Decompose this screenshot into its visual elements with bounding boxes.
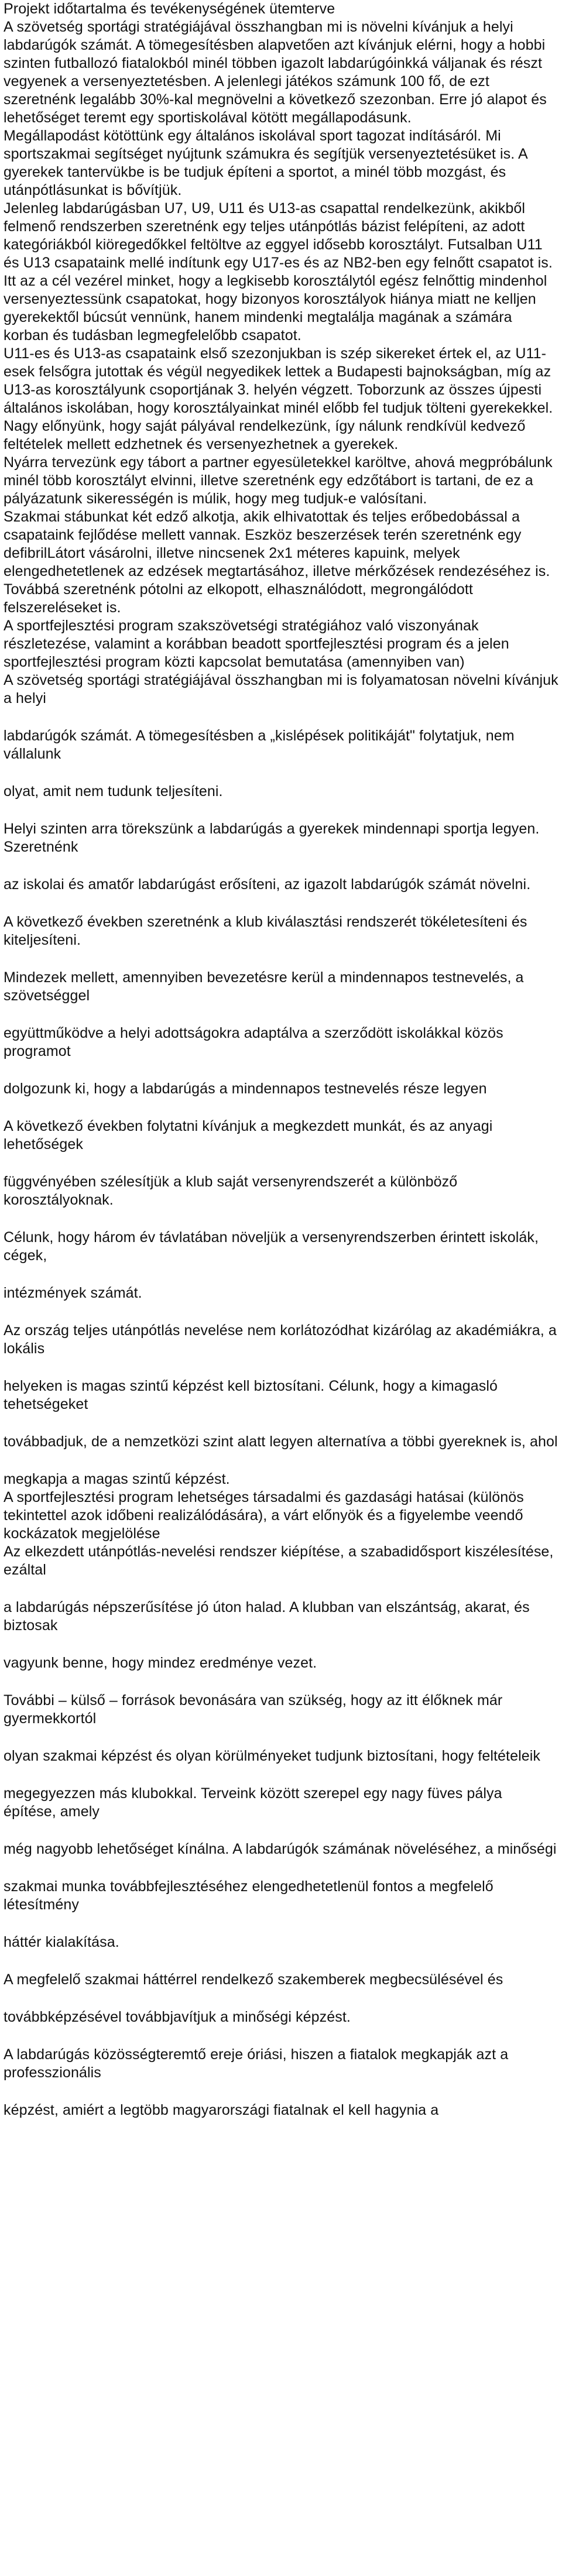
- text-line: olyat, amit nem tudunk teljesíteni.: [4, 783, 223, 800]
- text-line: szakmai munka továbbfejlesztéséhez elengedhetetlenül fontos a megfelelő létesítmény: [4, 1878, 494, 1913]
- text-line: További – külső – források bevonására van szükség, hogy az itt élőknek már gyermekkortól: [4, 1692, 503, 1727]
- text-line: háttér kialakítása.: [4, 1934, 119, 1950]
- text-line: függvényében szélesítjük a klub saját versenyrendszerét a különböző korosztályoknak.: [4, 1174, 458, 1208]
- text-line: Mindezek mellett, amennyiben bevezetésre kerül a mindennapos testnevelés, a szövetséggel: [4, 969, 524, 1004]
- text-line: továbbképzésével továbbjavítjuk a minőségi képzést.: [4, 2009, 351, 2025]
- text-line: dolgozunk ki, hogy a labdarúgás a mindennapos testnevelés része legyen: [4, 1081, 487, 1097]
- paragraph: A szövetség sportági stratégiájával összhangban mi is folyamatosan növelni kívánjuk a helyi: [4, 672, 558, 706]
- text-line: a labdarúgás népszerűsítése jó úton halad. A klubban van elszántság, akarat, és biztosak: [4, 1599, 530, 1634]
- section-heading: A sportfejlesztési program lehetséges társadalmi és gazdasági hatásai (különös tekintettel azok időbeni realizálódására), a várt előnyök és a figyelembe veendő kockázatok megjelölése: [4, 1489, 524, 1542]
- paragraph: A szövetség sportági stratégiájával összhangban mi is növelni kívánjuk a helyi labdarúgók számát. A tömegesítésben alapvetően azt kívánjuk elérni, hogy a hobbi szinten futballozó fiatalokból minél többen igazolt labdarúgóinkká váljanak és részt vegyenek a versenyeztetésben. A jelenlegi játékos számunk 100 fő, de ezt szeretnénk legalább 30%-kal megnövelni a következő szezonban. Erre jó alapot és lehetőséget teremt egy sportiskolával kötött megállapodásunk.: [4, 19, 547, 126]
- text-line: továbbadjuk, de a nemzetközi szint alatt legyen alternatíva a többi gyereknek is, ahol: [4, 1433, 558, 1450]
- text-line: Célunk, hogy három év távlatában növeljük a versenyrendszerben érintett iskolák, cégek,: [4, 1229, 539, 1264]
- text-line: Az ország teljes utánpótlás nevelése nem korlátozódhat kizárólag az akadémiákra, a lokális: [4, 1322, 557, 1357]
- text-line: együttműködve a helyi adottságokra adaptálva a szerződött iskolákkal közös programot: [4, 1025, 503, 1059]
- text-line: olyan szakmai képzést és olyan körülményeket tudjunk biztosítani, hogy feltételeik: [4, 1748, 541, 1764]
- text-line: A megfelelő szakmai háttérrel rendelkező szakemberek megbecsülésével és: [4, 1971, 503, 1988]
- text-line: megkapja a magas szintű képzést.: [4, 1471, 230, 1487]
- sparse-section: [4, 727, 558, 2119]
- text-line: A következő években folytatni kívánjuk a megkezdett munkát, és az anyagi lehetőségek: [4, 1118, 493, 1152]
- dense-section: [4, 0, 558, 708]
- text-line: intézmények számát.: [4, 1285, 142, 1301]
- paragraph: Szakmai stábunkat két edző alkotja, akik elhivatottak és teljes erőbedobással a csapataink fejlődése mellett vannak. Eszköz beszerzések terén szeretnénk egy defibrilLátort vásárolni, illetve nincsenek 2x1 méteres kapuink, melyek elengedhetetlenek az edzések megtartásához, illetve mérkőzések rendezéséhez is. Továbbá szeretnénk pótolni az elkopott, elhasználódott, megrongálódott felszereléseket is.: [4, 509, 550, 616]
- section-heading: A sportfejlesztési program szakszövetségi stratégiához való viszonyának részletezése, valamint a korábban beadott sportfejlesztési program és a jelen sportfejlesztési program közti kapcsolat bemutatása (amennyiben van): [4, 618, 509, 670]
- text-line: A következő években szeretnénk a klub kiválasztási rendszerét tökéletesíteni és kiteljesíteni.: [4, 914, 527, 948]
- text-line: képzést, amiért a legtöbb magyarországi fiatalnak el kell hagynia a: [4, 2102, 439, 2118]
- text-line: labdarúgók számát. A tömegesítésben a „kislépések politikáját" folytatjuk, nem vállalunk: [4, 728, 515, 762]
- text-line: az iskolai és amatőr labdarúgást erősíteni, az igazolt labdarúgók számát növelni.: [4, 876, 531, 893]
- section-heading: Projekt időtartalma és tevékenységének ütemterve: [4, 1, 335, 17]
- paragraph: U11-es és U13-as csapataink első szezonjukban is szép sikereket értek el, az U11-esek felsőgra jutottak és végül negyedikek lettek a Budapesti bajnokságban, míg az U13-as korosztályunk csoportjának 3. helyén végzett. Toborzunk az összes újpesti általános iskolában, hogy korosztályainkat minél előbb fel tudjuk tölteni gyerekekkel. Nagy előnyünk, hogy saját pályával rendelkezünk, így nálunk rendkívül kedvező feltételek mellett edzhetnek és versenyezhetnek a gyerekek.: [4, 345, 553, 452]
- text-line: A labdarúgás közösségteremtő ereje óriási, hiszen a fiatalok megkapják azt a professzionális: [4, 2046, 509, 2081]
- paragraph: Megállapodást kötöttünk egy általános iskolával sport tagozat indításáról. Mi sportszakmai segítséget nyújtunk számukra és segítjük versenyeztetésüket is. A gyerekek tantervükbe is be tudjuk építeni a sportot, a minél több mozgást, és utánpótlásunkat is bővítjük.: [4, 128, 527, 198]
- text-line: megegyezzen más klubokkal. Terveink között szerepel egy nagy füves pálya építése, amely: [4, 1785, 502, 1820]
- text-line: Helyi szinten arra törekszünk a labdarúgás a gyerekek mindennapi sportja legyen. Szeretnénk: [4, 821, 540, 855]
- text-line: Az elkezdett utánpótlás-nevelési rendszer kiépítése, a szabadidősport kiszélesítése, ezáltal: [4, 1543, 554, 1578]
- paragraph: Nyárra tervezünk egy tábort a partner egyesületekkel karöltve, ahová megpróbálunk minél több korosztályt elvinni, illetve szeretnénk egy edzőtábort is tartani, de ez a pályázatunk sikerességén is múlik, hogy meg tudjuk-e valósítani.: [4, 454, 553, 507]
- text-line: vagyunk benne, hogy mindez eredménye vezet.: [4, 1655, 317, 1671]
- text-line: helyeken is magas szintű képzést kell biztosítani. Célunk, hogy a kimagasló tehetségeket: [4, 1378, 498, 1412]
- paragraph: Jelenleg labdarúgásban U7, U9, U11 és U13-as csapattal rendelkezünk, akikből felmenő rendszerben szeretnénk egy teljes utánpótlás bázist felépíteni, az adott kategóriákból kiöregedőkkel feltöltve az eggyel idősebb korosztályt. Futsalban U11 és U13 csapataink mellé indítunk egy U17-es és az NB2-ben egy felnőtt csapatot is. Itt az a cél vezérel minket, hogy a legkisebb korosztálytól egész felnőttig mindenhol versenyeztessünk csapatokat, hogy bizonyos korosztályok hiánya miatt ne kelljen gyerekektől búcsút vennünk, hanem mindenki megtalálja magának a számára korban és tudásban legmegfelelőbb csapatot.: [4, 200, 553, 344]
- text-line: még nagyobb lehetőséget kínálna. A labdarúgók számának növeléséhez, a minőségi: [4, 1841, 557, 1857]
